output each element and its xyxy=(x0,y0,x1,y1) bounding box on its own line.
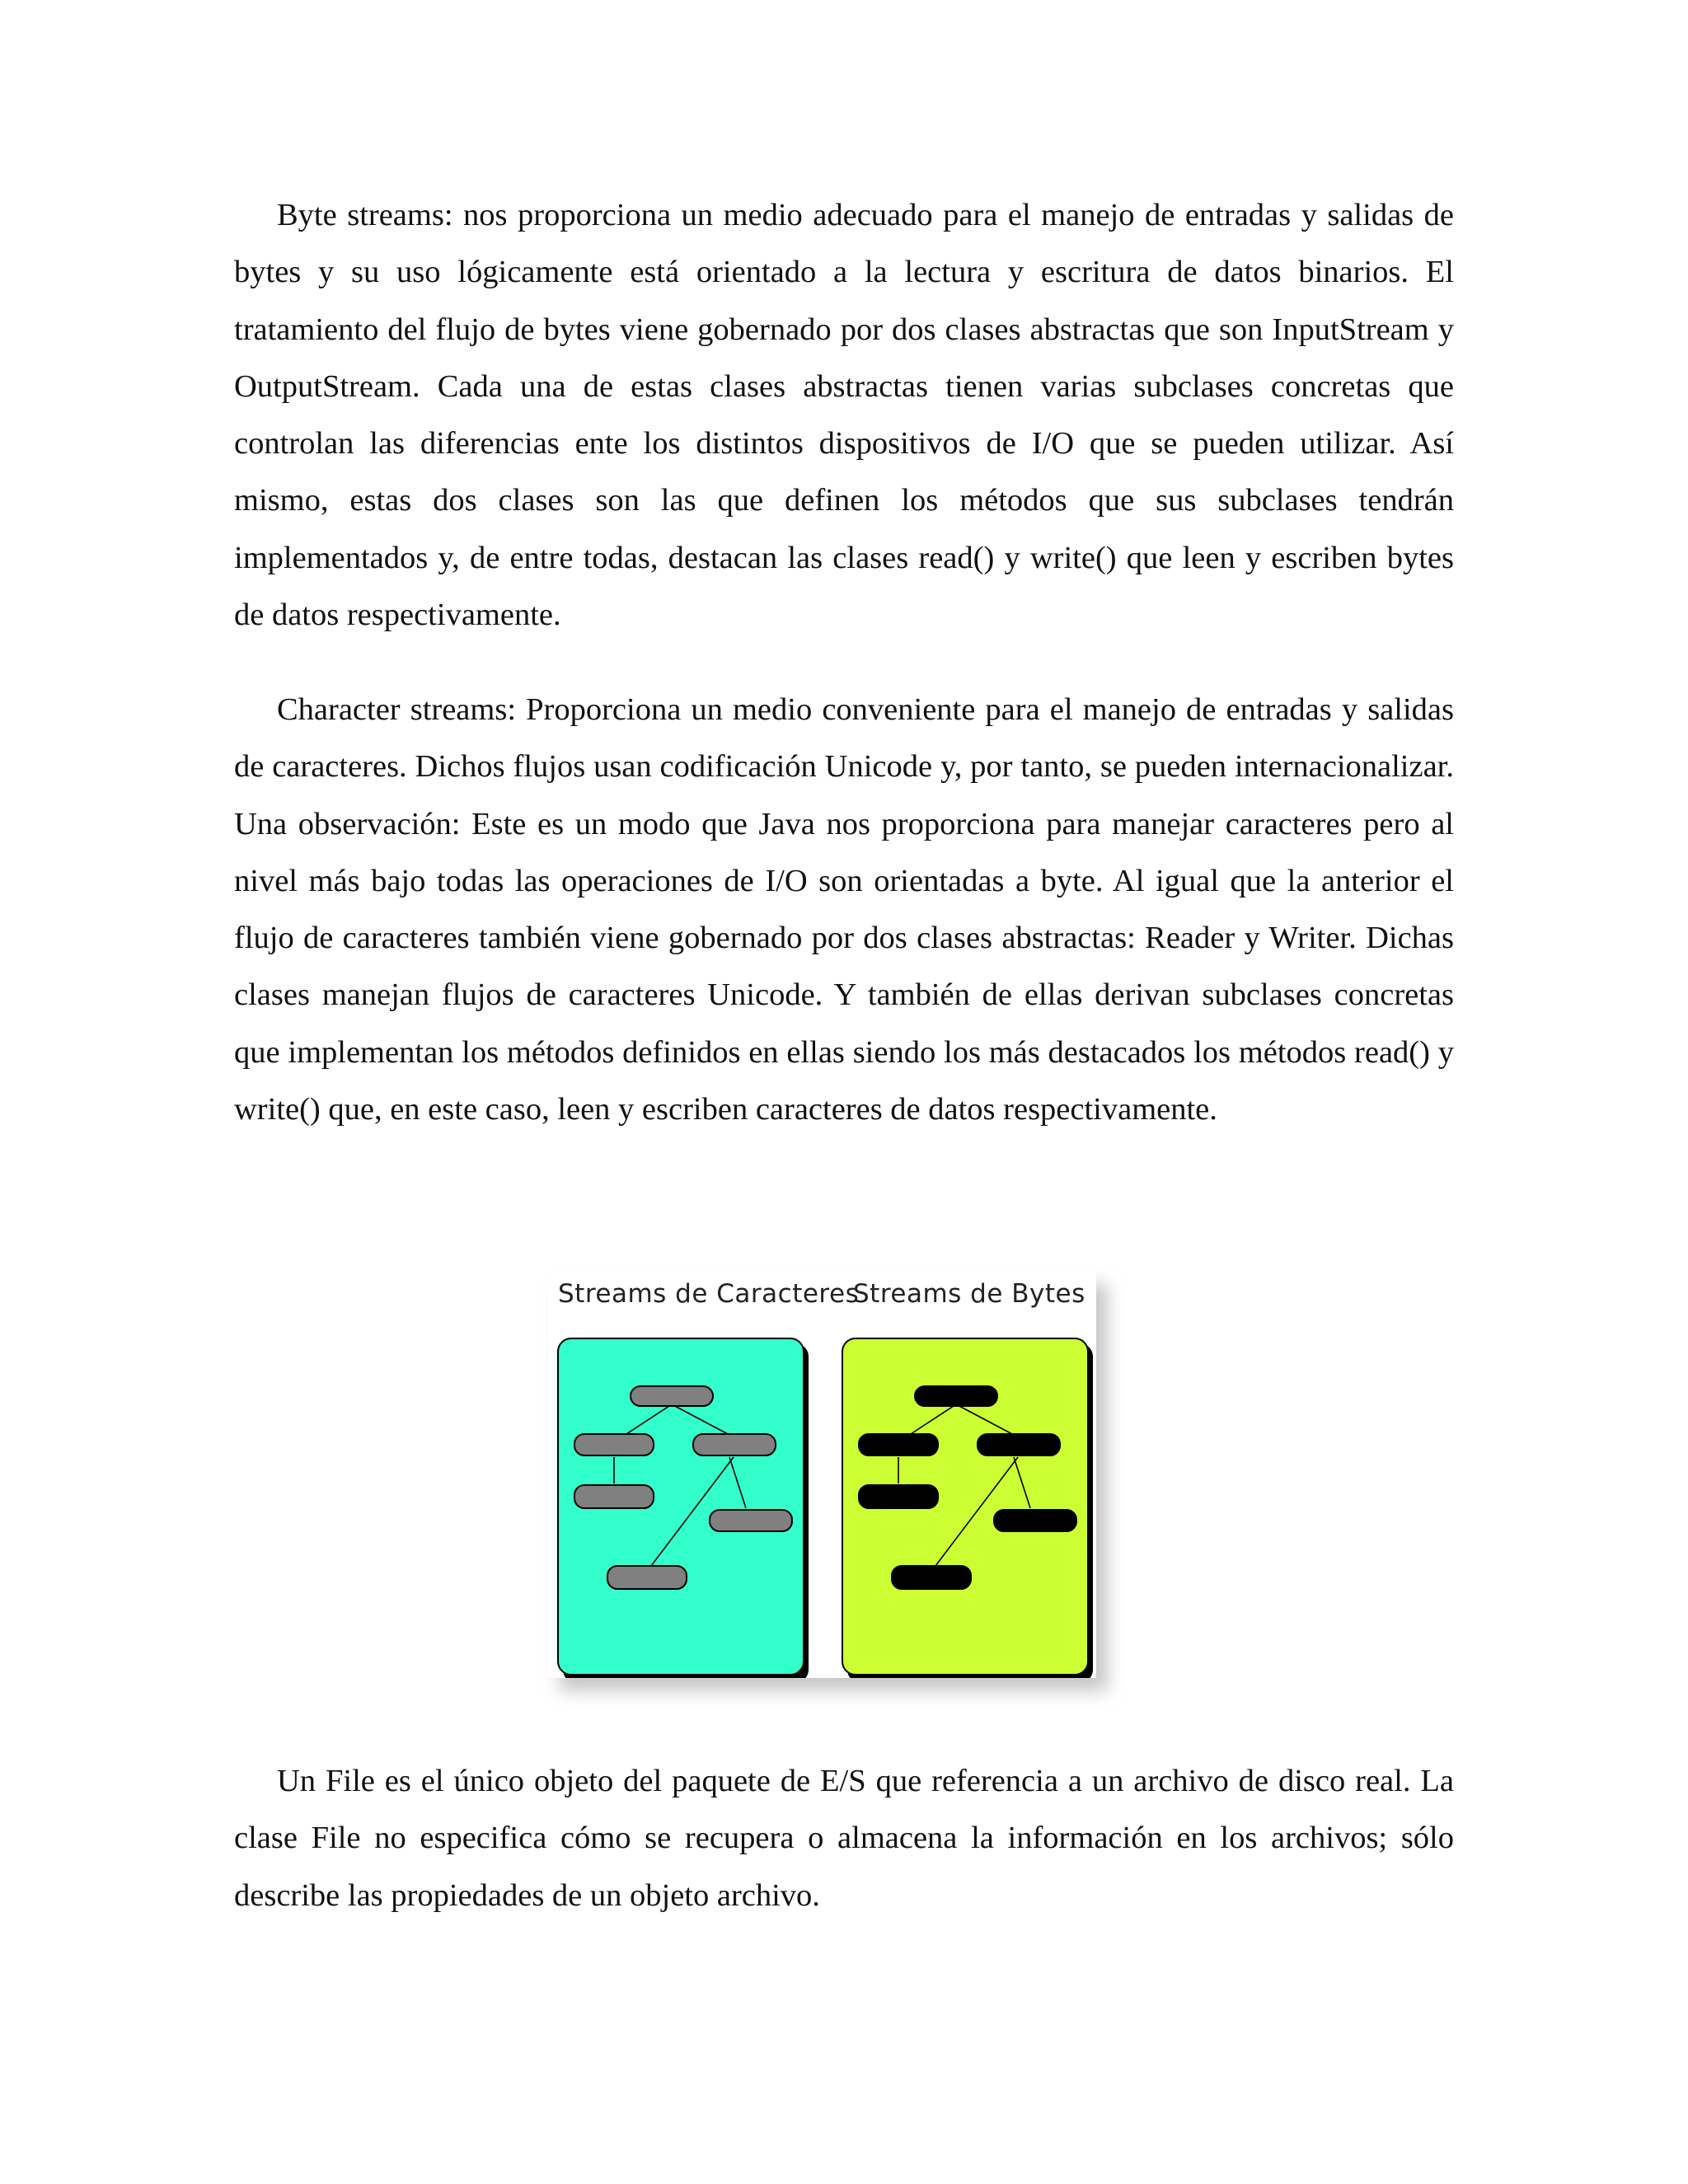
char-node-root xyxy=(631,1386,713,1406)
char-node-left xyxy=(574,1434,654,1455)
char-node-left-child xyxy=(574,1485,654,1508)
byte-node-left-child xyxy=(859,1485,938,1508)
char-node-right xyxy=(693,1434,776,1455)
label-character-streams: Streams de Caracteres xyxy=(558,1279,860,1309)
streams-figure xyxy=(548,1271,1096,1678)
bytes-panel xyxy=(842,1338,1093,1678)
byte-node-right-child xyxy=(994,1510,1076,1531)
streams-diagram xyxy=(548,1271,1096,1678)
char-node-bottom xyxy=(607,1566,687,1589)
label-byte-streams: Streams de Bytes xyxy=(853,1279,1085,1309)
byte-node-bottom xyxy=(892,1566,971,1589)
byte-node-left xyxy=(859,1434,938,1455)
paragraph-byte-streams: Byte streams: nos proporciona un medio adecuado para el manejo de entradas y salidas de bytes y su uso lógicamente está orientado a la lectura y escritura de datos binarios. El tratamiento del flujo de bytes viene gobernado por dos clases abstractas que son InputStream y OutputStream. Cada una de estas clases abstractas tienen varias subclases concretas que controlan las diferencias ente los distintos dispositivos de I/O que se pueden utilizar. Así mismo, estas dos clases son las que definen los métodos que sus subclases tendrán implementados y, de entre todas, destacan las clases read() y write() que leen y escriben bytes de datos respectivamente. xyxy=(234,198,1454,633)
paragraph-file: Un File es el único objeto del paquete de E/S que referencia a un archivo de disco real. La clase File no especifica cómo se recupera o almacena la información en los archivos; sólo describe las propiedades de un objeto archivo. xyxy=(234,1764,1454,1913)
characters-panel xyxy=(558,1338,809,1678)
figure-image xyxy=(548,1271,1096,1678)
char-node-right-child xyxy=(710,1510,792,1531)
byte-node-right xyxy=(978,1434,1060,1455)
paragraph-character-streams: Character streams: Proporciona un medio conveniente para el manejo de entradas y salidas de caracteres. Dichos flujos usan codificación Unicode y, por tanto, se pueden internacionalizar. Una observación: Este es un modo que Java nos proporciona para manejar caracteres pero al nivel más bajo todas las operaciones de I/O son orientadas a byte. Al igual que la anterior el flujo de caracteres también viene gobernado por dos clases abstractas: Reader y Writer. Dichas clases manejan flujos de caracteres Unicode. Y también de ellas derivan subclases concretas que implementan los métodos definidos en ellas siendo los más destacados los métodos read() y write() que, en este caso, leen y escriben caracteres de datos respectivamente. xyxy=(234,692,1454,1127)
byte-node-root xyxy=(915,1386,997,1406)
